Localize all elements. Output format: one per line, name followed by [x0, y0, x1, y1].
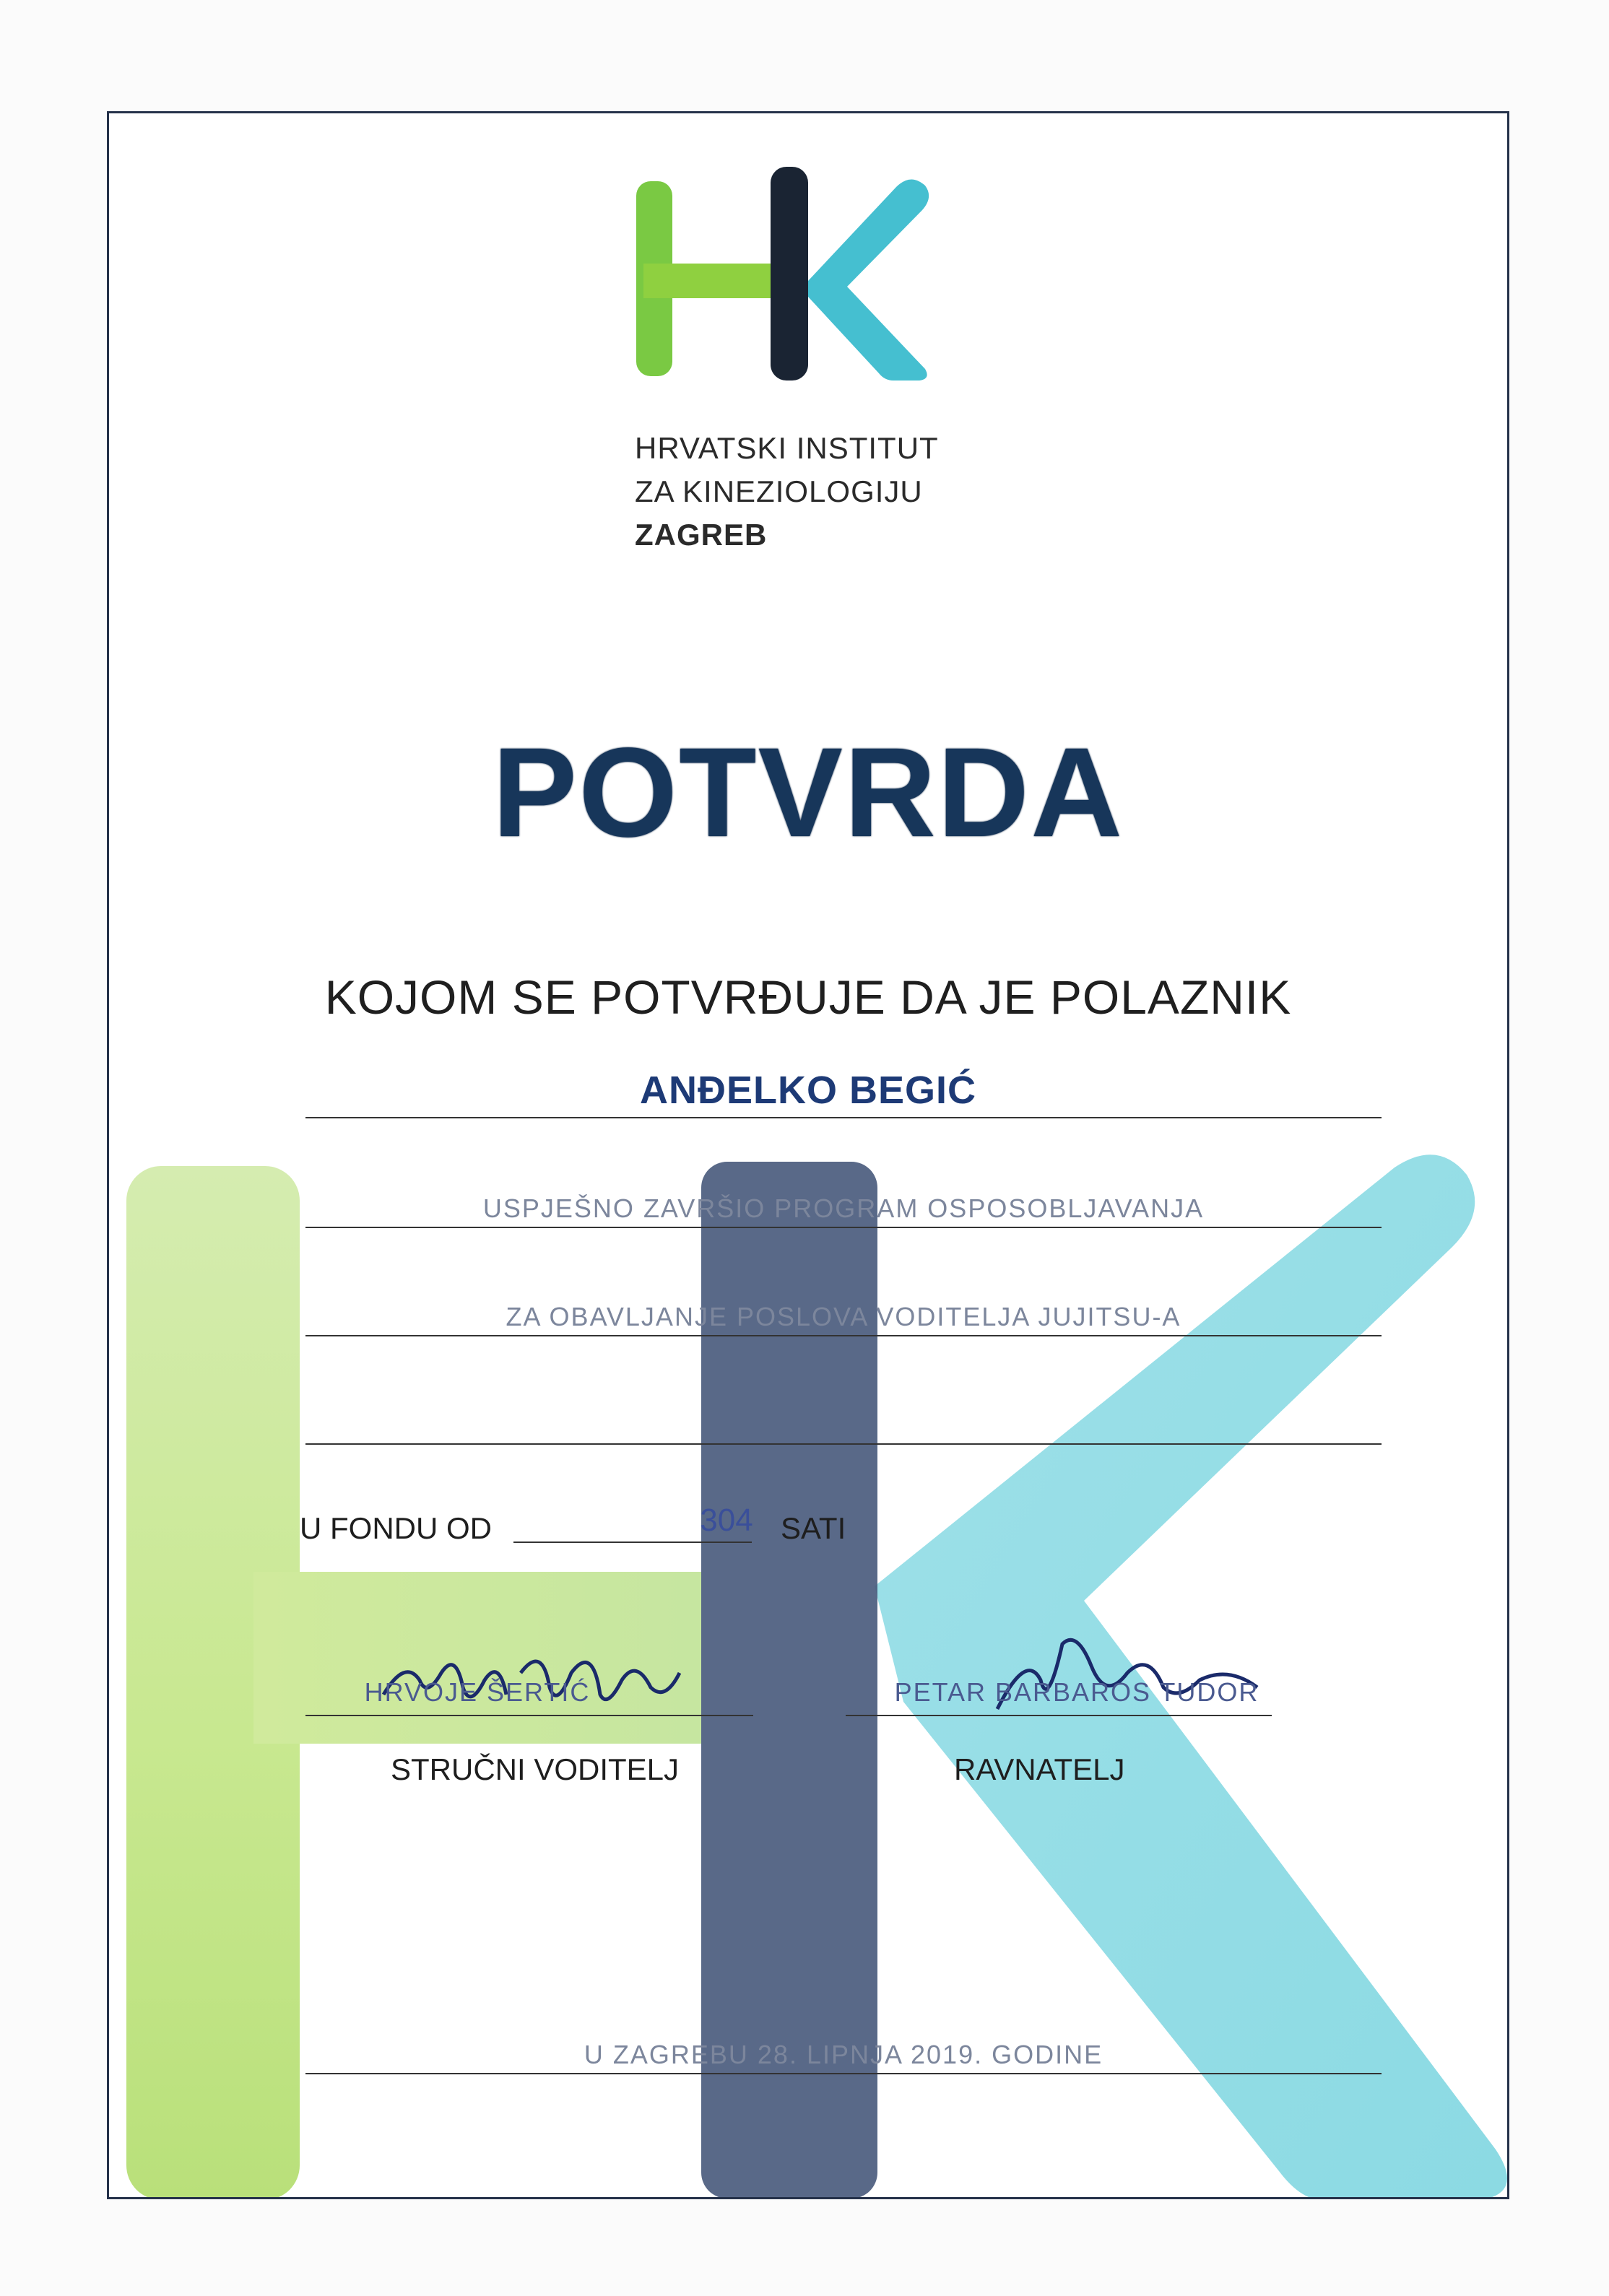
signer-left-name: HRVOJE ŠERTIĆ [364, 1677, 591, 1707]
participant-name: ANĐELKO BEGIĆ [639, 1069, 976, 1112]
program-line-1: USPJEŠNO ZAVRŠIO PROGRAM OSPOSOBLJAVANJA [482, 1193, 1205, 1223]
program-line-2-rule [305, 1335, 1382, 1336]
place-and-date-rule [305, 2073, 1382, 2074]
hk-logo-icon [636, 165, 947, 382]
name-underline [305, 1117, 1382, 1118]
signer-left-rule [305, 1715, 753, 1716]
certificate-frame [107, 111, 1509, 2199]
document-title: POTVRDA [492, 722, 1124, 864]
institute-name-block [635, 427, 939, 557]
program-line-2: ZA OBAVLJANJE POSLOVA VODITELJA JUJITSU-A [506, 1302, 1181, 1331]
hours-value: 304 [700, 1503, 753, 1538]
institute-line-2: ZA KINEZIOLOGIJU [635, 474, 923, 508]
document-subtitle: KOJOM SE POTVRĐUJE DA JE POLAZNIK [324, 970, 1292, 1024]
program-line-3-rule [305, 1443, 1382, 1445]
program-line-1-rule [305, 1227, 1382, 1228]
institute-line-1: HRVATSKI INSTITUT [635, 431, 939, 465]
hours-label-after: SATI [781, 1511, 846, 1545]
signer-right-rule [846, 1715, 1272, 1716]
signer-left-role: STRUČNI VODITELJ [391, 1752, 680, 1786]
signature-left [376, 1630, 694, 1723]
hours-rule [513, 1541, 752, 1543]
place-and-date: U ZAGREBU 28. LIPNJA 2019. GODINE [584, 2040, 1103, 2069]
signer-right-role: RAVNATELJ [954, 1752, 1125, 1786]
signer-right-name: PETAR BARBAROS TUDOR [894, 1677, 1259, 1707]
institute-city: ZAGREB [635, 518, 768, 552]
hours-label-before: U FONDU OD [300, 1511, 492, 1545]
